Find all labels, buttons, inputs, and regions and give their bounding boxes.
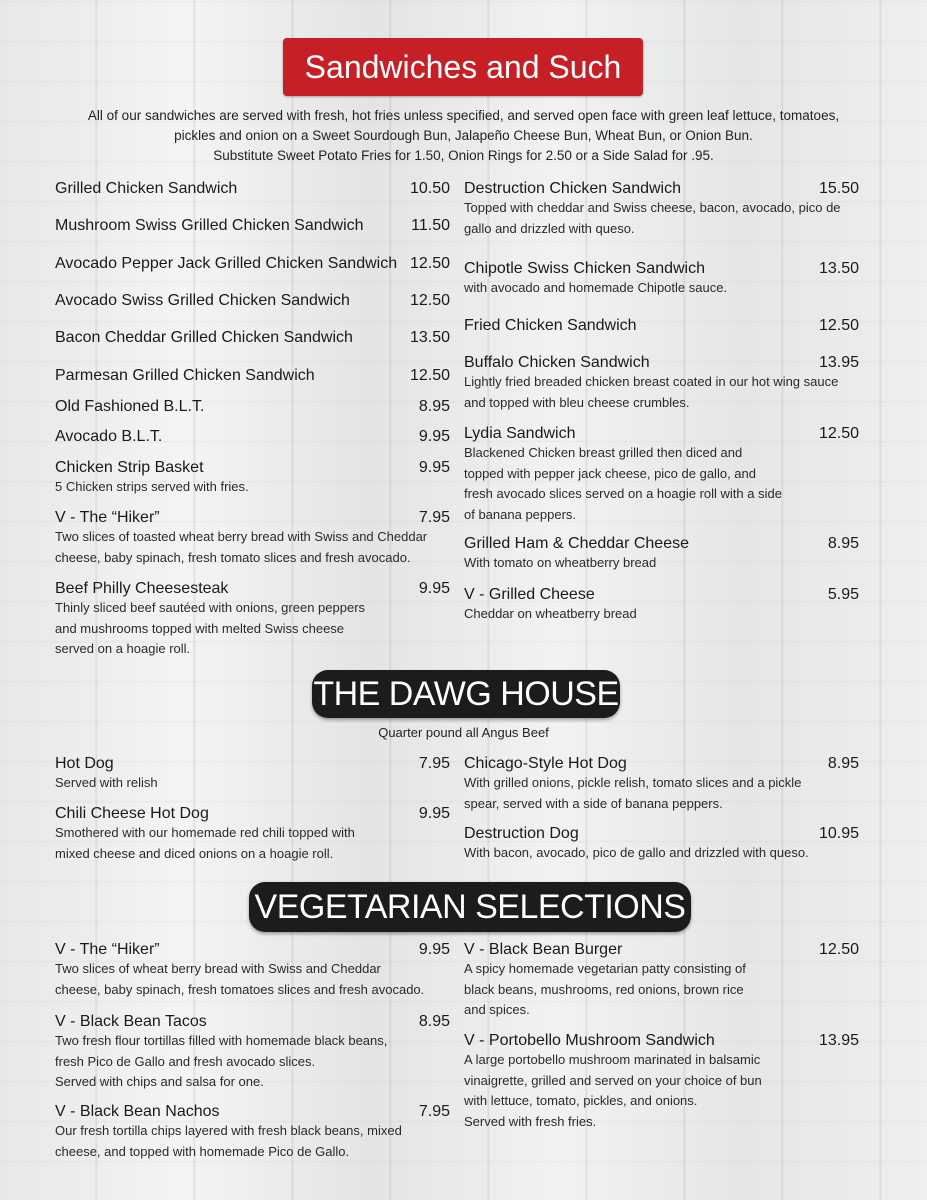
section-title-sandwiches: Sandwiches and Such — [283, 38, 643, 96]
item-price: 12.50 — [409, 255, 450, 272]
desc-line: Thinly sliced beef sautéed with onions, green peppers — [55, 600, 366, 615]
desc-line: cheese, and topped with homemade Pico de Gallo. — [55, 1143, 350, 1159]
item-name: V - Black Bean Nachos — [55, 1103, 220, 1120]
item-name: Chipotle Swiss Chicken Sandwich — [464, 260, 705, 277]
item-description — [55, 773, 450, 794]
item-name: Lydia Sandwich — [464, 425, 576, 442]
menu-item — [55, 459, 450, 498]
menu-item — [55, 805, 450, 864]
desc-line: Served with chips and salsa for one. — [55, 1074, 264, 1089]
item-name: Avocado B.L.T. — [55, 428, 163, 445]
desc-line: fresh Pico de Gallo and fresh avocado slices. — [55, 1053, 316, 1069]
desc-line: Topped with cheddar and Swiss cheese, bacon, avocado, pico de — [464, 200, 841, 215]
item-name: Mushroom Swiss Grilled Chicken Sandwich — [55, 217, 364, 234]
item-name: Beef Philly Cheesesteak — [55, 580, 229, 597]
item-price: 11.50 — [411, 217, 450, 234]
item-price: 9.95 — [418, 941, 450, 958]
menu-item — [464, 260, 859, 299]
desc-line: Lightly fried breaded chicken breast coated in our hot wing sauce — [464, 374, 839, 389]
sandwiches-intro — [40, 106, 887, 166]
item-name: V - Portobello Mushroom Sandwich — [464, 1032, 715, 1049]
item-description — [464, 443, 859, 525]
item-name: Old Fashioned B.L.T. — [55, 398, 205, 415]
menu-item — [464, 941, 859, 1021]
item-description — [464, 372, 859, 413]
menu-item — [55, 398, 450, 416]
desc-line: and mushrooms topped with melted Swiss cheese — [55, 620, 345, 636]
desc-line: of banana peppers. — [464, 506, 577, 522]
item-description — [464, 553, 859, 574]
item-name: Parmesan Grilled Chicken Sandwich — [55, 367, 315, 384]
item-price: 8.95 — [827, 755, 859, 772]
menu-item — [55, 217, 450, 235]
menu-item — [55, 1013, 450, 1093]
desc-line: cheese, baby spinach, fresh tomatoes slices and fresh avocado. — [55, 981, 425, 997]
menu-item — [55, 180, 450, 198]
desc-line: Blackened Chicken breast grilled then diced and — [464, 445, 743, 460]
menu-item — [464, 1032, 859, 1132]
desc-line: gallo and drizzled with queso. — [464, 220, 635, 236]
menu-item — [55, 755, 450, 794]
item-price: 12.50 — [409, 367, 450, 384]
desc-line: Two slices of toasted wheat berry bread with Swiss and Cheddar — [55, 529, 428, 544]
menu-item — [464, 180, 859, 239]
item-description — [464, 843, 859, 864]
menu-item — [464, 825, 859, 864]
item-name: V - Black Bean Burger — [464, 941, 623, 958]
item-description — [55, 1121, 450, 1162]
menu-item — [55, 428, 450, 446]
veg-right-column — [464, 941, 859, 1141]
item-price: 7.95 — [418, 1103, 450, 1120]
desc-line: With tomato on wheatberry bread — [464, 555, 657, 570]
menu-item — [55, 509, 450, 568]
item-name: Chili Cheese Hot Dog — [55, 805, 209, 822]
item-price: 9.95 — [418, 805, 450, 822]
menu-item — [55, 1103, 450, 1162]
menu-item — [464, 425, 859, 525]
desc-line: With bacon, avocado, pico de gallo and drizzled with queso. — [464, 845, 809, 860]
item-name: V - Grilled Cheese — [464, 586, 595, 603]
item-name: Chicken Strip Basket — [55, 459, 204, 476]
item-name: Grilled Ham & Cheddar Cheese — [464, 535, 689, 552]
item-price: 13.95 — [818, 354, 859, 371]
item-name: Chicago-Style Hot Dog — [464, 755, 627, 772]
item-description — [55, 823, 450, 864]
desc-line: with lettuce, tomato, pickles, and onions. — [464, 1093, 698, 1108]
item-description — [464, 198, 859, 239]
menu-item — [55, 941, 450, 1000]
item-name: Buffalo Chicken Sandwich — [464, 354, 650, 371]
menu-item — [464, 586, 859, 625]
desc-line: A spicy homemade vegetarian patty consisting of — [464, 961, 746, 976]
item-price: 8.95 — [827, 535, 859, 552]
item-description — [55, 959, 450, 1000]
item-name: Grilled Chicken Sandwich — [55, 180, 238, 197]
item-description — [55, 527, 450, 568]
item-price: 12.50 — [818, 941, 859, 958]
menu-item — [55, 580, 450, 660]
menu-item — [55, 367, 450, 385]
desc-line: Served with fresh fries. — [464, 1113, 597, 1129]
item-price: 12.50 — [409, 292, 450, 309]
dawg-subtitle: Quarter pound all Angus Beef — [378, 725, 549, 740]
desc-line: cheese, baby spinach, fresh tomato slices and fresh avocado. — [55, 549, 411, 565]
desc-line: Served with relish — [55, 775, 158, 790]
item-name: Destruction Dog — [464, 825, 579, 842]
desc-line: topped with pepper jack cheese, pico de gallo, and — [464, 465, 756, 481]
item-price: 8.95 — [418, 398, 450, 415]
item-name: Hot Dog — [55, 755, 114, 772]
item-name: V - The “Hiker” — [55, 941, 160, 958]
dawg-left-column — [55, 755, 450, 875]
item-price: 13.95 — [818, 1032, 859, 1049]
item-name: Avocado Swiss Grilled Chicken Sandwich — [55, 292, 350, 309]
item-name: Avocado Pepper Jack Grilled Chicken Sandwich — [55, 255, 398, 272]
desc-line: and topped with bleu cheese crumbles. — [464, 394, 690, 410]
item-name: V - Black Bean Tacos — [55, 1013, 207, 1030]
desc-line: Two fresh flour tortillas filled with homemade black beans, — [55, 1033, 388, 1048]
dawg-right-column — [464, 755, 859, 875]
desc-line: Our fresh tortilla chips layered with fresh black beans, mixed — [55, 1123, 402, 1138]
item-price: 12.50 — [818, 317, 859, 334]
menu-item — [55, 292, 450, 310]
desc-line: fresh avocado slices served on a hoagie roll with a side — [464, 486, 782, 501]
menu-item — [464, 755, 859, 814]
item-description — [464, 604, 859, 625]
desc-line: spear, served with a side of banana peppers. — [464, 795, 723, 811]
desc-line: With grilled onions, pickle relish, tomato slices and a pickle — [464, 775, 802, 790]
sandwiches-right-column — [464, 180, 859, 640]
desc-line: served on a hoagie roll. — [55, 641, 191, 656]
menu-item — [464, 317, 859, 335]
desc-line: vinaigrette, grilled and served on your choice of bun — [464, 1072, 762, 1088]
item-price: 9.95 — [418, 428, 450, 445]
item-price: 15.50 — [818, 180, 859, 197]
item-description — [55, 1031, 450, 1093]
item-name: Fried Chicken Sandwich — [464, 317, 637, 334]
item-description — [55, 477, 450, 498]
item-description — [464, 278, 859, 299]
desc-line: mixed cheese and diced onions on a hoagie roll. — [55, 845, 334, 861]
menu-item — [55, 255, 450, 273]
item-price: 7.95 — [418, 755, 450, 772]
intro-line: pickles and onion on a Sweet Sourdough Bun, Jalapeño Cheese Bun, Wheat Bun, or Onion Bun. — [174, 128, 753, 143]
section-title-dawg-house: THE DAWG HOUSE — [312, 670, 620, 718]
sandwiches-left-column — [55, 180, 450, 680]
item-price: 10.50 — [409, 180, 450, 197]
desc-line: Two slices of wheat berry bread with Swiss and Cheddar — [55, 961, 381, 976]
desc-line: with avocado and homemade Chipotle sauce. — [464, 280, 728, 295]
item-name: V - The “Hiker” — [55, 509, 160, 526]
item-price: 13.50 — [818, 260, 859, 277]
veg-left-column — [55, 941, 450, 1171]
item-price: 5.95 — [827, 586, 859, 603]
item-price: 7.95 — [418, 509, 450, 526]
desc-line: Smothered with our homemade red chili topped with — [55, 825, 355, 840]
desc-line: black beans, mushrooms, red onions, brown rice — [464, 981, 744, 997]
item-price: 9.95 — [418, 580, 450, 597]
item-price: 8.95 — [418, 1013, 450, 1030]
item-description — [464, 1050, 859, 1132]
menu-item — [464, 354, 859, 413]
item-price: 13.50 — [409, 329, 450, 346]
section-title-vegetarian: VEGETARIAN SELECTIONS — [249, 882, 691, 932]
item-description — [464, 773, 859, 814]
desc-line: 5 Chicken strips served with fries. — [55, 479, 249, 494]
desc-line: Cheddar on wheatberry bread — [464, 606, 637, 621]
menu-item — [464, 535, 859, 574]
item-description — [55, 598, 450, 660]
intro-line: Substitute Sweet Potato Fries for 1.50, Onion Rings for 2.50 or a Side Salad for .95. — [213, 148, 714, 163]
item-price: 9.95 — [418, 459, 450, 476]
item-name: Bacon Cheddar Grilled Chicken Sandwich — [55, 329, 353, 346]
desc-line: A large portobello mushroom marinated in balsamic — [464, 1052, 761, 1067]
item-description — [464, 959, 859, 1021]
menu-item — [55, 329, 450, 347]
item-price: 10.95 — [818, 825, 859, 842]
desc-line: and spices. — [464, 1002, 530, 1017]
item-name: Destruction Chicken Sandwich — [464, 180, 681, 197]
intro-line: All of our sandwiches are served with fresh, hot fries unless specified, and served open face with green leaf lettuce, tomatoes, — [87, 108, 840, 123]
item-price: 12.50 — [818, 425, 859, 442]
